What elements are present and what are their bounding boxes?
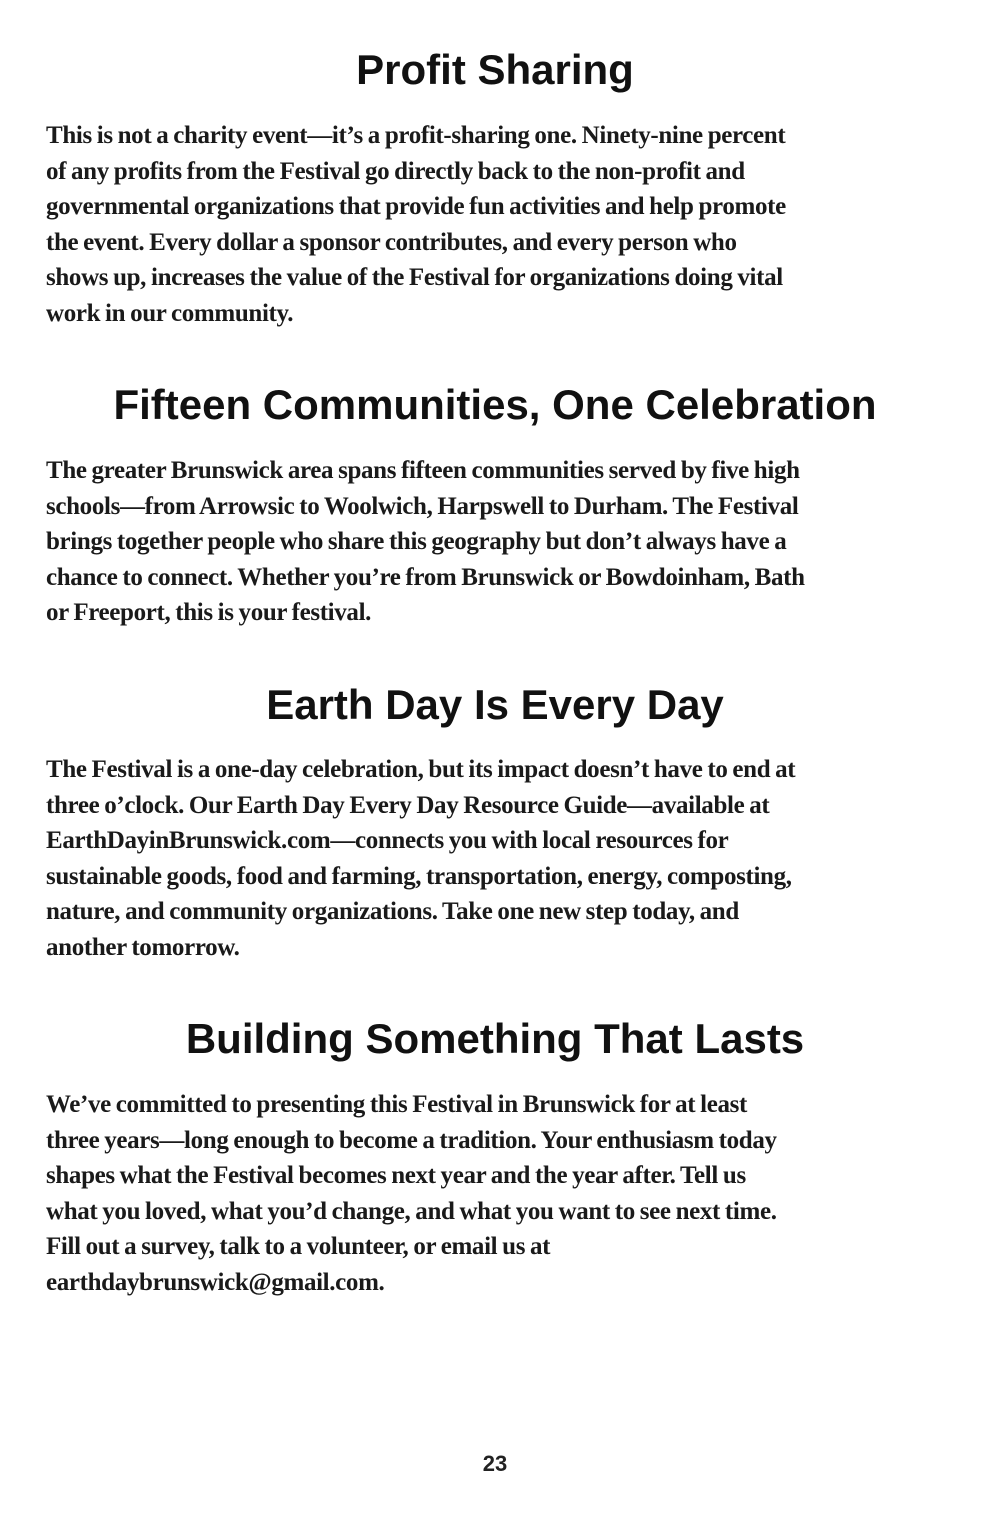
text-line: another tomorrow. xyxy=(46,933,240,961)
text-line: or Freeport, this is your festival. xyxy=(46,599,372,626)
text-line: earthdaybrunswick@gmail.com. xyxy=(46,1268,385,1296)
section-heading-earth-day: Earth Day Is Every Day xyxy=(266,681,724,728)
section-heading-profit-sharing: Profit Sharing xyxy=(356,46,634,93)
text-line: This is not a charity event—it’s a profit-sharing one. Ninety-nine percent xyxy=(46,122,786,149)
section-heading-fifteen-communities: Fifteen Communities, One Celebration xyxy=(113,381,877,428)
text-line: We’ve committed to presenting this Festival in Brunswick for at least xyxy=(46,1091,747,1118)
text-line: nature, and community organizations. Take one new step today, and xyxy=(46,898,739,925)
text-line: The greater Brunswick area spans fifteen communities served by five high xyxy=(46,457,800,484)
text-line: EarthDayinBrunswick.com—connects you with local resources for xyxy=(46,827,729,854)
text-line: what you loved, what you’d change, and what you want to see next time. xyxy=(46,1197,777,1225)
section-body-profit-sharing xyxy=(46,118,946,331)
text-line: schools—from Arrowsic to Woolwich, Harpswell to Durham. The Festival xyxy=(46,492,799,520)
section-body-fifteen-communities xyxy=(46,453,946,631)
text-line: work in our community. xyxy=(46,299,294,327)
text-line: Fill out a survey, talk to a volunteer, or email us at xyxy=(46,1233,551,1260)
text-line: brings together people who share this geography but don’t always have a xyxy=(46,528,787,555)
text-line: the event. Every dollar a sponsor contributes, and every person who xyxy=(46,228,737,256)
text-line: three o’clock. Our Earth Day Every Day Resource Guide—available at xyxy=(46,791,770,819)
section-body-earth-day xyxy=(46,752,946,965)
text-line: shows up, increases the value of the Festival for organizations doing vital xyxy=(46,264,783,291)
text-line: sustainable goods, food and farming, transportation, energy, composting, xyxy=(46,862,792,890)
page-number: 23 xyxy=(482,1451,508,1476)
section-body-building-something xyxy=(46,1087,946,1300)
text-line: of any profits from the Festival go directly back to the non-profit and xyxy=(46,157,745,185)
text-line: governmental organizations that provide fun activities and help promote xyxy=(46,193,786,220)
section-heading-building-something: Building Something That Lasts xyxy=(185,1015,805,1062)
text-line: chance to connect. Whether you’re from Brunswick or Bowdoinham, Bath xyxy=(46,563,805,591)
text-line: The Festival is a one-day celebration, but its impact doesn’t have to end at xyxy=(46,756,796,783)
text-line: shapes what the Festival becomes next year and the year after. Tell us xyxy=(46,1162,746,1189)
text-line: three years—long enough to become a tradition. Your enthusiasm today xyxy=(46,1126,777,1154)
